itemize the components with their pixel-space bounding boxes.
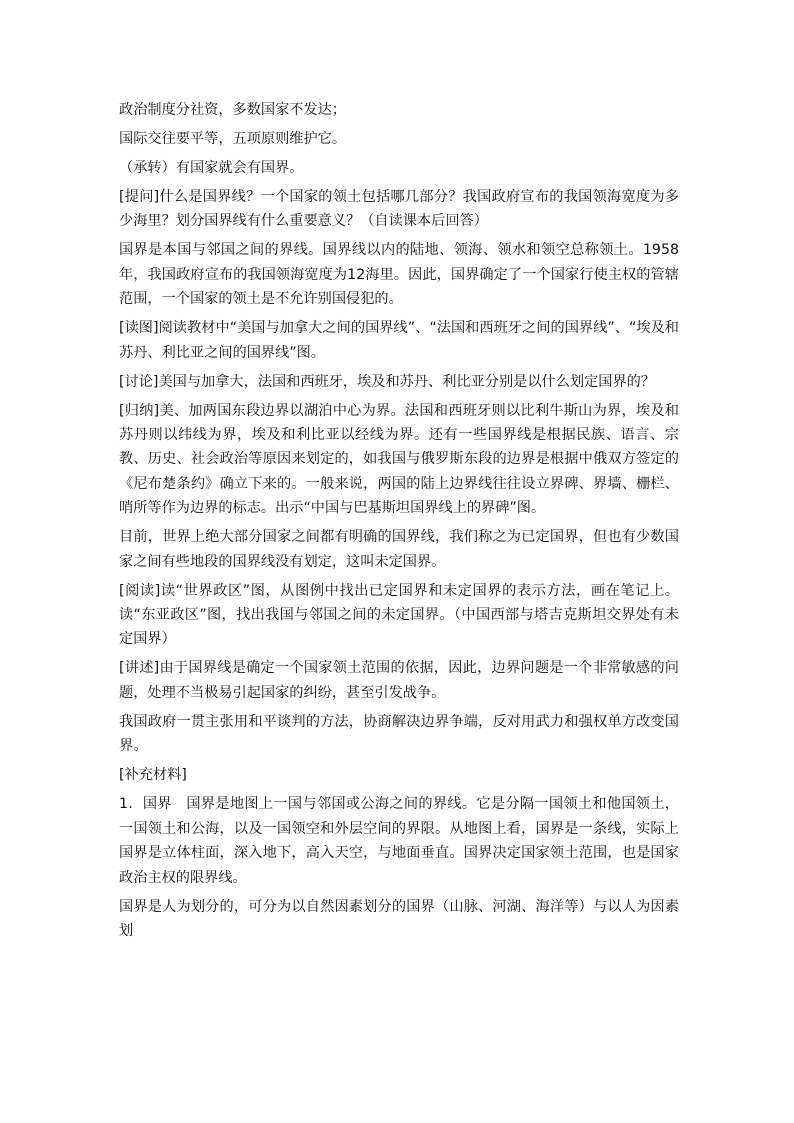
paragraph: 我国政府一贯主张用和平谈判的方法，协商解决边界争端，反对用武力和强权单方改变国界。 bbox=[119, 713, 679, 755]
paragraph: 政治制度分社资，多数国家不发达； bbox=[119, 102, 347, 118]
paragraph: 国界是本国与邻国之间的界线。国界线以内的陆地、领海、领水和领空总称领土。1958年，我国政府宣布的我国领海宽度为12海里。因此，国界确定了一个国家行使主权的管辖范围，一个国家的领土是不允许别国侵犯的。 bbox=[119, 242, 679, 308]
paragraph: [阅读]读“世界政区”图，从图例中找出已定国界和未定国界的表示方法，画在笔记上。读“东亚政区”图，找出我国与邻国之间的未定国界。（中国西部与塔吉克斯坦交界处有未定国界） bbox=[119, 582, 679, 648]
paragraph: [提问]什么是国界线？一个国家的领土包括哪几部分？我国政府宣布的我国领海宽度为多少海里？划分国界线有什么重要意义？（自读课本后回答） bbox=[119, 189, 679, 230]
paragraph: 目前，世界上绝大部分国家之间都有明确的国界线，我们称之为已定国界，但也有少数国家之间有些地段的国界线没有划定，这叫未定国界。 bbox=[119, 529, 679, 570]
paragraph: [归纳]美、加两国东段边界以湖泊中心为界。法国和西班牙则以比利牛斯山为界，埃及和苏丹则以纬线为界，埃及和利比亚以经线为界。还有一些国界线是根据民族、语言、宗教、历史、社会政治等原因来划定的，如我国与俄罗斯东段的边界是根据中俄双方签定的《尼布楚条约》确立下来的。一般来说，两国的陆上边界线往往设立界碑、界墙、栅栏、哨所等作为边界的标志。出示“中国与巴基斯坦国界线上的界碑”图。 bbox=[119, 402, 679, 517]
document-body bbox=[119, 98, 679, 948]
paragraph: [讲述]由于国界线是确定一个国家领土范围的依据，因此，边界问题是一个非常敏感的问题，处理不当极易引起国家的纠纷，甚至引发战争。 bbox=[119, 660, 679, 701]
paragraph: [讨论]美国与加拿大，法国和西班牙，埃及和苏丹、利比亚分别是以什么划定国界的？ bbox=[119, 373, 656, 390]
paragraph: [补充材料] bbox=[119, 767, 187, 784]
paragraph: 1．国界 国界是地图上一国与邻国或公海之间的界线。它是分隔一国领土和他国领土，一国领土和公海，以及一国领空和外层空间的界限。从地图上看，国界是一条线，实际上国界是立体柱面，深入地下，高入天空，与地面垂直。国界决定国家领土范围，也是国家政治主权的限界线。 bbox=[119, 796, 679, 886]
paragraph: [读图]阅读教材中“美国与加拿大之间的国界线”、“法国和西班牙之间的国界线”、“埃及和苏丹、利比亚之间的国界线”图。 bbox=[119, 320, 679, 361]
paragraph: 国际交往要平等，五项原则维护它。 bbox=[119, 131, 347, 147]
paragraph: 国界是人为划分的，可分为以自然因素划分的国界（山脉、河湖、海洋等）与以人为因素划 bbox=[119, 898, 679, 939]
paragraph: （承转）有国家就会有国界。 bbox=[119, 160, 304, 176]
